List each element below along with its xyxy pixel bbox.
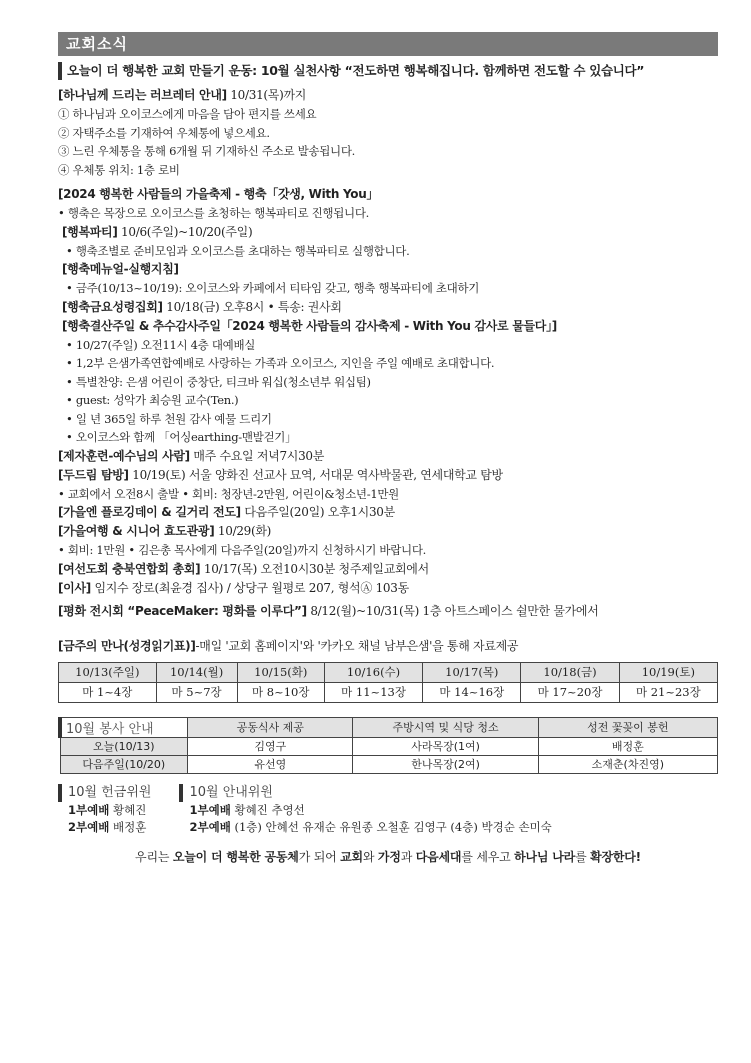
thanksgiving-line: • 일 년 365일 하루 천원 감사 예물 드리기 (66, 411, 272, 426)
autumn-trip-line: • 회비: 1만원 • 김은총 목사에게 다음주일(20일)까지 신청하시기 바랍니다. (58, 543, 427, 557)
bible-chapter-cell: 마 8~10장 (237, 682, 324, 702)
offering-committee-row: 1부예배 황혜진 (68, 802, 147, 817)
plogging-notice: [가을엔 플로깅데이 & 길거리 전도] 다음주일(20일) 오후1시30분 (58, 505, 395, 519)
guide-committee-row: 1부예배 황혜진 추영선 (189, 802, 305, 817)
bible-chapter-cell: 마 1~4장 (59, 682, 157, 702)
bible-date-cell: 10/19(토) (619, 662, 717, 682)
peace-exhibition-notice: [평화 전시회 “PeaceMaker: 평화를 이루다”] 8/12(월)~10/31(목) 1층 아트스페이스 쉴만한 물가에서 (58, 603, 599, 618)
thanksgiving-line: • 1,2부 은샘가족연합예배로 사랑하는 가족과 오이코스, 지인을 주일 예배로 초대합니다. (66, 356, 495, 370)
motto-part: 를 (575, 849, 591, 864)
thanksgiving-line: • 특별찬양: 은샘 어린이 중창단, 티크바 워십(청소년부 워십팀) (66, 374, 371, 389)
motto-part: 가정 (377, 849, 401, 864)
guide-committee (179, 784, 551, 836)
service-header-cell: 공동식사 제공 (188, 717, 353, 737)
love-letter-block (58, 86, 718, 179)
service-table (58, 717, 718, 774)
offering-committee-title: 10월 헌금위원 (58, 784, 151, 802)
festival-line: • 행축은 목장으로 오이코스를 초청하는 행복파티로 진행됩니다. (58, 206, 370, 220)
friday-meeting-title: [행축금요성령집회] 10/18(금) 오후8시 • 특송: 권사회 (62, 299, 342, 314)
autumn-trip-title: [가을여행 & 시니어 효도관광] 10/29(화) (58, 524, 272, 538)
service-header-cell: 성전 꽃꽂이 봉헌 (538, 717, 717, 737)
festival-manual-line: • 금주(10/13~10/19): 오이코스와 카페에서 티타임 갖고, 행축 행복파티에 초대하기 (66, 281, 480, 295)
offering-committee (58, 784, 151, 836)
church-news-page (58, 32, 718, 865)
bible-date-cell: 10/16(수) (324, 662, 422, 682)
love-letter-line: ① 하나님과 오이코스에게 마음을 담아 편지를 쓰세요 (58, 107, 317, 121)
service-cell: 사라목장(1여) (353, 737, 538, 755)
service-title: 10월 봉사 안내 (60, 717, 188, 737)
service-row (60, 755, 718, 773)
bible-date-cell: 10/15(화) (237, 662, 324, 682)
happy-party-title: [행복파티] 10/6(주일)~10/20(주일) (62, 224, 253, 239)
motto-part: 오늘이 더 행복한 공동체 (172, 849, 299, 864)
service-cell: 김영구 (188, 737, 353, 755)
moving-notice: [이사] 임지수 장로(최윤경 집사) / 상당구 월평로 207, 형석Ⓐ 103동 (58, 580, 409, 595)
service-row-label: 다음주일(10/20) (60, 755, 188, 773)
thanksgiving-line: • 오이코스와 함께 「어싱earthing-맨발걷기」 (66, 430, 297, 444)
bible-reading-table (58, 662, 718, 703)
service-cell: 배정훈 (538, 737, 717, 755)
october-action-headline: 오늘이 더 행복한 교회 만들기 운동: 10월 실천사항 “전도하면 행복해집니다. 함께하면 전도할 수 있습니다” (58, 62, 718, 80)
service-cell: 소재춘(차진영) (538, 755, 717, 773)
bible-date-cell: 10/14(월) (156, 662, 237, 682)
love-letter-line: ② 자택주소를 기재하여 우체통에 넣으세요. (58, 125, 270, 140)
discipleship-notice: [제자훈련-예수님의 사람] 매주 수요일 저녁7시30분 (58, 448, 325, 463)
service-header-row (60, 717, 718, 737)
bible-chapter-cell: 마 5~7장 (156, 682, 237, 702)
motto-part: 교회 (340, 849, 363, 864)
happy-party-line: • 행축조별로 준비모임과 오이코스를 초대하는 행복파티로 실행합니다. (66, 243, 410, 258)
service-cell: 한나목장(2여) (353, 755, 538, 773)
festival-block (58, 185, 718, 447)
womens-association-notice: [여선도회 충북연합회 총회] 10/17(목) 오전10시30분 청주제일교회에서 (58, 561, 429, 576)
love-letter-line: ④ 우체통 위치: 1층 로비 (58, 162, 180, 177)
bible-reading-title: [금주의 만나(성경읽기표)]-매일 '교회 홈페이지'와 '카카오 채널 남부은샘'을 통해 자료제공 (58, 638, 519, 653)
bible-chapter-cell: 마 14~16장 (423, 682, 521, 702)
guide-committee-row: 2부예배 (1층) 안혜선 유재순 유원종 오철훈 김영구 (4층) 박경순 손미숙 (189, 819, 552, 834)
motto-part: 가 되어 (298, 849, 341, 864)
bible-chapter-cell: 마 11~13장 (324, 682, 422, 702)
guide-committee-title: 10월 안내위원 (179, 784, 551, 802)
autumn-trip-block (58, 522, 718, 560)
festival-manual-title: [행축메뉴얼-실행지침] (62, 262, 179, 276)
committees (58, 784, 718, 836)
motto-part: 하나님 나라 (514, 849, 576, 864)
motto-part: 와 (362, 849, 378, 864)
love-letter-title: [하나님께 드리는 러브레터 안내] 10/31(목)까지 (58, 88, 307, 102)
offering-committee-row: 2부예배 배정훈 (68, 819, 147, 834)
dream-tour-line: • 교회에서 오전8시 출발 • 회비: 청장년-2만원, 어린이&청소년-1만원 (58, 486, 399, 501)
service-row-label: 오늘(10/13) (60, 737, 188, 755)
motto-part: 과 (400, 849, 416, 864)
bible-date-cell: 10/18(금) (521, 662, 619, 682)
service-header-cell: 주방시역 및 식당 청소 (353, 717, 538, 737)
dream-tour-block (58, 466, 718, 504)
section-header: 교회소식 (58, 32, 718, 56)
motto-part: 다음세대 (415, 849, 462, 864)
bible-reading-dates-row (59, 662, 718, 682)
motto-part: 를 세우고 (461, 849, 515, 864)
church-motto (58, 848, 718, 865)
bible-reading-chapters-row (59, 682, 718, 702)
bible-date-cell: 10/17(목) (423, 662, 521, 682)
dream-tour-title: [두드림 탐방] 10/19(토) 서울 양화진 선교사 묘역, 서대문 역사박물관, 연세대학교 탐방 (58, 467, 503, 482)
thanksgiving-line: • 10/27(주일) 오전11시 4층 대예배실 (66, 337, 256, 352)
bible-chapter-cell: 마 21~23장 (619, 682, 717, 702)
motto-part: 우리는 (135, 849, 173, 864)
service-row (60, 737, 718, 755)
bible-date-cell: 10/13(주일) (59, 662, 157, 682)
love-letter-line: ③ 느린 우체통을 통해 6개월 뒤 기재하신 주소로 발송됩니다. (58, 144, 356, 158)
thanksgiving-title: [행축결산주일 & 추수감사주일「2024 행복한 사람들의 감사축제 - With You 감사로 물들다」] (62, 318, 557, 333)
bible-chapter-cell: 마 17~20장 (521, 682, 619, 702)
motto-part: 확장한다! (590, 849, 641, 864)
thanksgiving-line: • guest: 성악가 최승원 교수(Ten.) (66, 393, 239, 407)
festival-title: [2024 행복한 사람들의 가을축제 - 행축「갓생, With You」 (58, 187, 379, 201)
service-cell: 유선영 (188, 755, 353, 773)
